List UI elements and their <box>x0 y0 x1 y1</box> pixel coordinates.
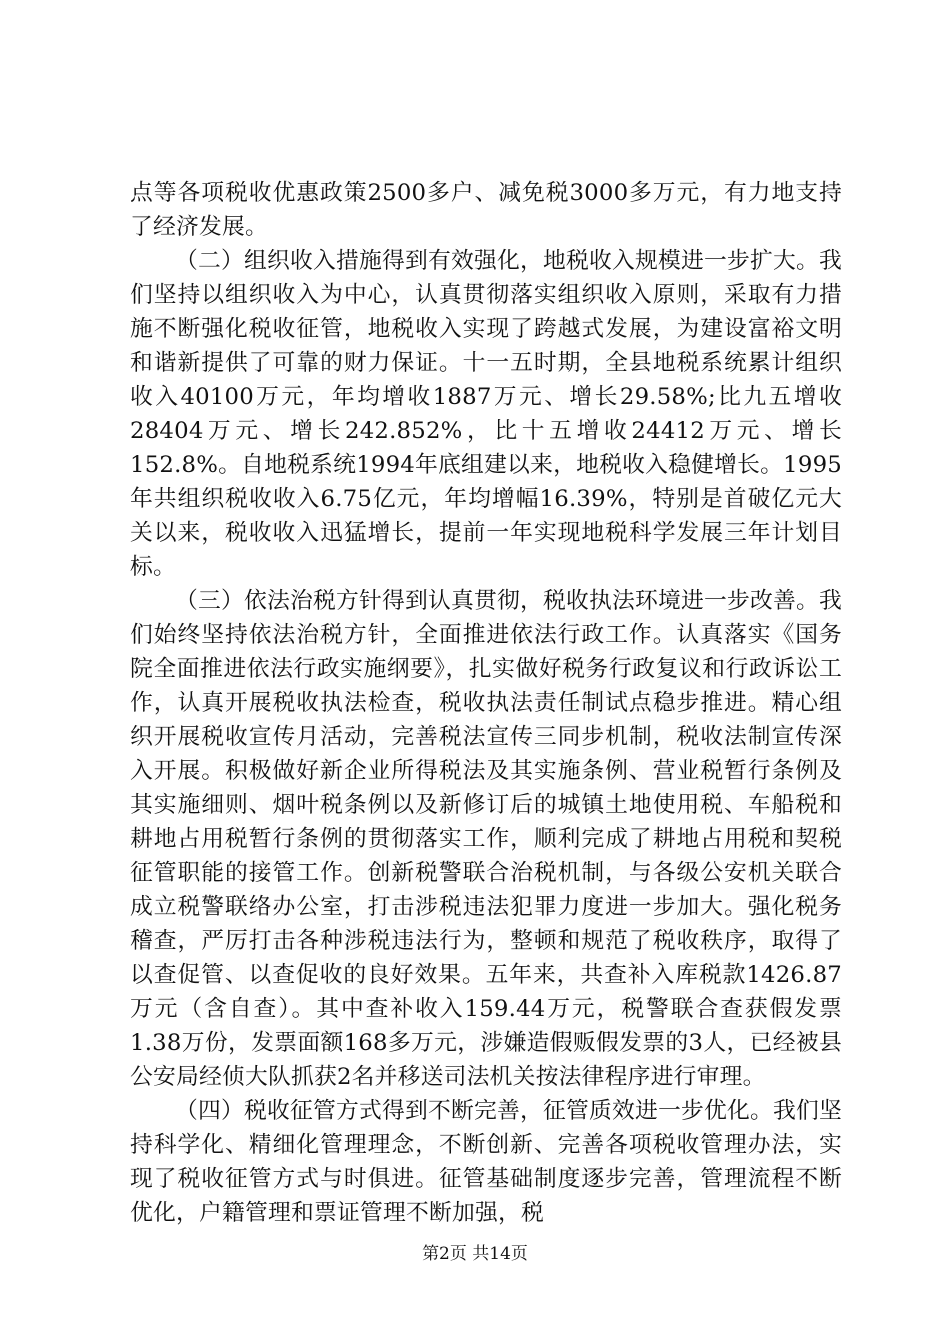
paragraph-2: （二）组织收入措施得到有效强化，地税收入规模进一步扩大。我们坚持以组织收入为中心，认真贯彻落实组织收入原则，采取有力措施不断强化税收征管，地税收入实现了跨越式发展，为建设富裕文明和谐新提供了可靠的财力保证。十一五时期，全县地税系统累计组织收入40100万元，年均增收1887万元、增长29.58%;比九五增收28404万元、增长242.852%，比十五增收24412万元、增长152.8%。自地税系统1994年底组建以来，地税收入稳健增长。1995年共组织税收收入6.75亿元，年均增幅16.39%，特别是首破亿元大关以来，税收收入迅猛增长，提前一年实现地税科学发展三年计划目标。 <box>130 248 842 580</box>
page-number-footer: 第2页 共14页 <box>422 1244 528 1264</box>
paragraph-3: （三）依法治税方针得到认真贯彻，税收执法环境进一步改善。我们始终坚持依法治税方针，全面推进依法行政工作。认真落实《国务院全面推进依法行政实施纲要》，扎实做好税务行政复议和行政诉讼工作，认真开展税收执法检查，税收执法责任制试点稳步推进。精心组织开展税收宣传月活动，完善税法宣传三同步机制，税收法制宣传深入开展。积极做好新企业所得税法及其实施条例、营业税暂行条例及其实施细则、烟叶税条例以及新修订后的城镇土地使用税、车船税和耕地占用税暂行条例的贯彻落实工作，顺利完成了耕地占用税和契税征管职能的接管工作。创新税警联合治税机制，与各级公安机关联合成立税警联络办公室，打击涉税违法犯罪力度进一步加大。强化税务稽查，严厉打击各种涉税违法行为，整顿和规范了税收秩序，取得了以查促管、以查促收的良好效果。五年来，共查补入库税款1426.87万元（含自查）。其中查补收入159.44万元，税警联合查获假发票1.38万份，发票面额168多万元，涉嫌造假贩假发票的3人，已经被县公安局经侦大队抓获2名并移送司法机关按法律程序进行审理。 <box>130 588 842 1090</box>
paragraph-4: （四）税收征管方式得到不断完善，征管质效进一步优化。我们坚持科学化、精细化管理理念，不断创新、完善各项税收管理办法，实现了税收征管方式与时俱进。征管基础制度逐步完善，管理流程不断优化，户籍管理和票证管理不断加强，税 <box>130 1098 842 1226</box>
document-body <box>130 176 842 1230</box>
paragraph-1: 点等各项税收优惠政策2500多户、减免税3000多万元，有力地支持了经济发展。 <box>130 180 842 240</box>
